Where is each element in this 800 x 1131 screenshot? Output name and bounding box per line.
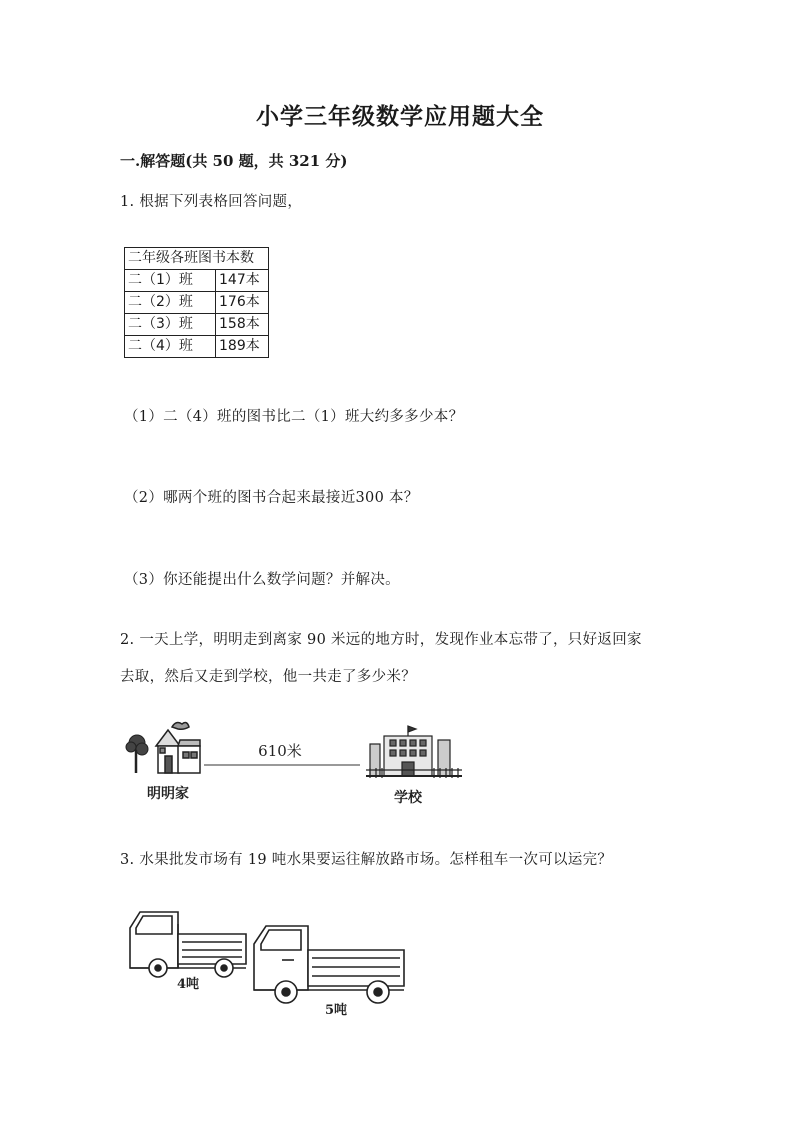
school-icon [366, 726, 462, 778]
class-cell: 二（3）班 [125, 314, 216, 336]
table-row [125, 270, 269, 292]
books-table [124, 247, 269, 358]
table-row [125, 292, 269, 314]
count-cell: 147本 [216, 270, 269, 292]
table-header-row [125, 248, 269, 270]
table-header: 二年级各班图书本数 [125, 248, 269, 270]
question-1-sub-2: （2）哪两个班的图书合起来最接近300 本？ [124, 490, 419, 506]
section-heading: 一.解答题(共 50 题，共 321 分) [120, 152, 348, 170]
class-cell: 二（4）班 [125, 336, 216, 358]
class-cell: 二（2）班 [125, 292, 216, 314]
tree-icon [126, 735, 148, 773]
question-2-line-2: 去取，然后又走到学校，他一共走了多少米？ [120, 669, 416, 685]
count-cell: 158本 [216, 314, 269, 336]
small-truck-label: 4吨 [176, 977, 200, 992]
school-label: 学校 [394, 790, 422, 806]
house-icon [156, 723, 200, 773]
distance-label: 610米 [258, 742, 302, 760]
table-row [125, 314, 269, 336]
trucks-figure [124, 900, 424, 1030]
class-cell: 二（1）班 [125, 270, 216, 292]
table-row [125, 336, 269, 358]
big-truck-label: 5吨 [324, 1003, 348, 1018]
page-title: 小学三年级数学应用题大全 [256, 103, 544, 130]
big-truck-icon [254, 926, 404, 1003]
question-1-prompt: 1. 根据下列表格回答问题， [120, 194, 303, 210]
question-1-sub-3: （3）你还能提出什么数学问题？并解决。 [124, 572, 400, 588]
question-3-prompt: 3. 水果批发市场有 19 吨水果要运往解放路市场。怎样租车一次可以运完？ [120, 852, 613, 868]
count-cell: 176本 [216, 292, 269, 314]
count-cell: 189本 [216, 336, 269, 358]
question-1-sub-1: （1）二（4）班的图书比二（1）班大约多多少本？ [124, 409, 464, 425]
question-2-line-1: 2. 一天上学，明明走到离家 90 米远的地方时，发现作业本忘带了，只好返回家 [120, 632, 642, 648]
home-school-diagram [120, 718, 480, 810]
home-label: 明明家 [147, 786, 189, 802]
small-truck-icon [130, 912, 246, 977]
